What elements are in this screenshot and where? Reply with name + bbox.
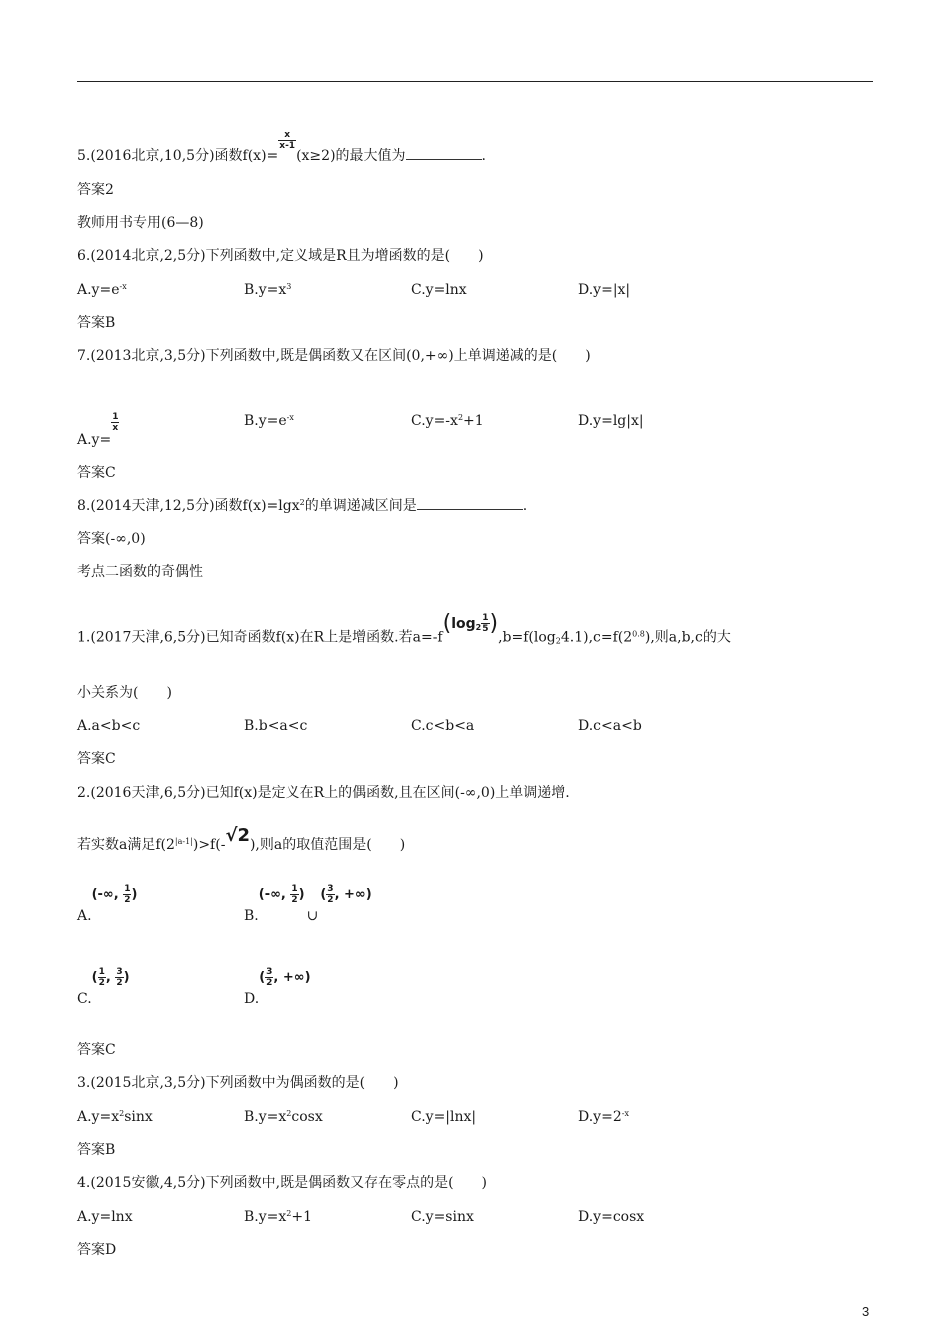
problem-2-cont: 若实数a满足$f(2^{|a-1|})>f(-√2)$,则a的取值范围是( ) xyxy=(77,825,406,853)
q5-fraction: $\frac{x}{x-1}$ xyxy=(279,130,296,151)
p4-option-a: A.y=lnx xyxy=(77,1209,133,1225)
section-title: 考点二函数的奇偶性 xyxy=(77,564,203,580)
problem-2: 2.(2016天津,6,5分)已知f(x)是定义在R上的偶函数,且在区间(-∞,0)上单调递增. xyxy=(77,785,570,801)
p2-option-d: D.( $\frac{3}{2}$ , +∞) xyxy=(244,967,311,1007)
p2-option-c: C.( $\frac{1}{2}$ , $\frac{3}{2}$ ) xyxy=(77,967,130,1007)
question-7: 7.(2013北京,3,5分)下列函数中,既是偶函数又在区间(0,+∞)上单调递减的是( ) xyxy=(77,348,591,364)
p4-option-d: D.y=cosx xyxy=(578,1209,645,1225)
q7-answer: 答案C xyxy=(77,465,116,481)
p1-option-d: D.c<a<b xyxy=(578,718,642,734)
q8-answer-blank xyxy=(417,497,523,510)
p1-log-expression: ($\log_2$ $\frac{1}{5}$ ) xyxy=(442,610,499,636)
q5-answer: 答案2 xyxy=(77,182,114,198)
p4-answer: 答案D xyxy=(77,1242,117,1258)
problem-1: 1.(2017天津,6,5分)已知奇函数f(x)在R上是增函数.若$a=-f(\log_2$ $\frac{1}{5}$ )$,b=f(\log_24.1),c=f(2^{0.8})$,则a,b,c的大 xyxy=(77,610,731,646)
question-8: 8.(2014天津,12,5分)函数f(x)=lgx$^2$的单调递减区间是 . xyxy=(77,498,528,514)
p3-option-d: $D.y=2^{-x}$ xyxy=(578,1109,629,1125)
q6-option-c: C.y=lnx xyxy=(411,282,467,298)
q7-option-a: A.y= $\frac{1}{x}$ xyxy=(77,412,119,448)
p3-option-b: $B.y=x^2\cos x$ xyxy=(244,1109,323,1125)
question-6: 6.(2014北京,2,5分)下列函数中,定义域是R且为增函数的是( ) xyxy=(77,248,484,264)
p3-answer: 答案B xyxy=(77,1142,116,1158)
header-rule xyxy=(77,81,873,82)
p1-option-a: A.a<b<c xyxy=(77,718,141,734)
sqrt2: √2 xyxy=(225,825,250,846)
p2-option-b: B.(-∞, $\frac{1}{2}$ )∪( $\frac{3}{2}$ , +∞) xyxy=(244,884,372,924)
q7-option-b: $B.y=e^{-x}$ xyxy=(244,413,294,429)
p2-answer: 答案C xyxy=(77,1042,116,1058)
page-number: 3 xyxy=(862,1304,870,1319)
q6-option-a: $A.y=e^{-x}$ xyxy=(77,282,127,298)
p3-option-a: $A.y=x^2\sin x$ xyxy=(77,1109,153,1125)
problem-3: 3.(2015北京,3,5分)下列函数中为偶函数的是( ) xyxy=(77,1075,399,1091)
q5-condition: (x≥2)的最大值为 xyxy=(296,148,406,164)
p1-answer: 答案C xyxy=(77,751,116,767)
problem-1-cont: 小关系为( ) xyxy=(77,685,172,701)
q6-option-d: D.y=|x| xyxy=(578,282,631,298)
problem-4: 4.(2015安徽,4,5分)下列函数中,既是偶函数又存在零点的是( ) xyxy=(77,1175,487,1191)
q6-option-b: $B.y=x^3$ xyxy=(244,282,292,298)
q5-text: 5.(2016北京,10,5分)函数f(x)= xyxy=(77,148,279,164)
p4-option-c: C.y=sinx xyxy=(411,1209,474,1225)
teacher-note: 教师用书专用(6—8) xyxy=(77,215,204,231)
question-5: 5.(2016北京,10,5分)函数f(x)= $\frac{x}{x-1}$ (x≥2)的最大值为 . xyxy=(77,130,486,164)
q7-option-d: D.y=lg|x| xyxy=(578,413,644,429)
q7-option-c: $C.y=-x^2+1$ xyxy=(411,413,484,429)
q5-answer-blank xyxy=(406,147,482,160)
p1-option-b: B.b<a<c xyxy=(244,718,308,734)
p4-option-b: $B.y=x^2+1$ xyxy=(244,1209,313,1225)
p2-option-a: A.(-∞, $\frac{1}{2}$ ) xyxy=(77,884,138,924)
p3-option-c: C.y=|lnx| xyxy=(411,1109,477,1125)
q8-answer: 答案(-∞,0) xyxy=(77,531,146,547)
q7-fraction: $\frac{1}{x}$ xyxy=(112,412,119,433)
p1-option-c: C.c<b<a xyxy=(411,718,475,734)
q6-answer: 答案B xyxy=(77,315,116,331)
